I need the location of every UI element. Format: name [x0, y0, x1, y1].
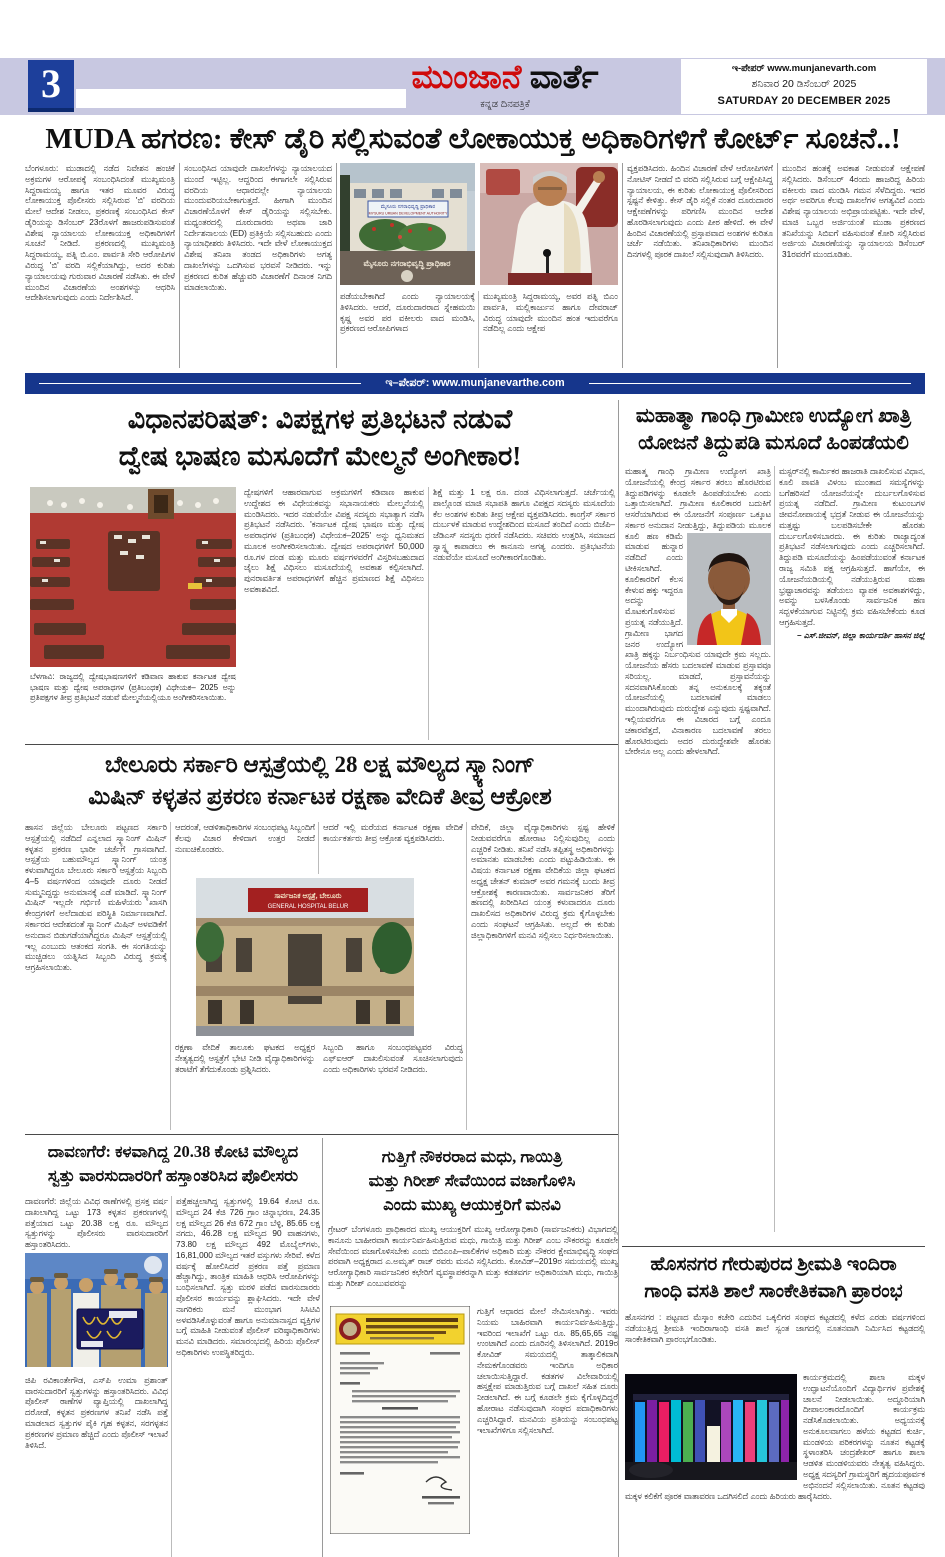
gutti-headline-line2: ಮತ್ತು ಗಿರೀಶ್ ಸೇವೆಯಿಂದ ವಜಾಗೊಳಿಸಿ	[368, 1171, 576, 1190]
hospital-sign-english: GENERAL HOSPITAL BELUR	[267, 904, 349, 910]
davangere-col1	[25, 1196, 168, 1557]
epaper-bar-rule-left	[39, 383, 361, 384]
page-number: 3	[28, 60, 74, 112]
gandhi-col1-text-after: ಮಾಡುವ ಹುನ್ನಾರ ನಡೆದಿದೆ ಎಂದು ಟೀಕಿಸಲಾಗಿದೆ. ಕೂಲಿಕಾರರಿಗೆ ಕೆಲಸ ಕೇಳುವ ಹಕ್ಕು ಇದ್ದರೂ ಅದನ್ನು ಮೊಟಕುಗೊಳಿಸುವ ಪ್ರಯತ್ನ ನಡೆಯುತ್ತಿದೆ. ಗ್ರಾಮೀಣ ಭಾಗದ ಜನರ ಉದ್ಯೋಗ ಖಾತ್ರಿ ಹಕ್ಕನ್ನು ನಿರ್ಬಂಧಿಸುವ ಯಾವುದೇ ಕ್ರಮ ಸಲ್ಲದು. ಯೋಜನೆಯ ಹೆಸರು ಬದಲಾವಣೆ ಮಾಡುವ ಪ್ರಸ್ತಾವವೂ ಸರಿಯಲ್ಲ. ಮಾಡದೆ, ಪ್ರಸ್ತಾವನೆಯನ್ನು ಸದನವಾಗಿಸಿಕೊಂಡು ತನ್ನ ಅನುಕೂಲಕ್ಕೆ ತಕ್ಕಂತೆ ಯೋಜನೆಯಲ್ಲಿ ಬದಲಾವಣೆ ಮಾಡಲು ಮುಂದಾಗಿರುವುದು ದುರುದ್ದೇಶ ಎನ್ನುವುದು ಸ್ಪಷ್ಟವಾಗಿದೆ. ಇಲ್ಲಿಯವರೆಗೂ ಈ ವಿಚಾರದ ಬಗ್ಗೆ ಎಂದೂ ಚಕಾರವೆತ್ತದೆ, ವಿನಾಕಾರಣ ಬದಲಾವಣೆ ತರಲು ಹೊರಟಿರುವುದು ಅದರ ದುರುದ್ದೇಶವೇ ಹೊರತು ಬೇರೇನೂ ಅಲ್ಲ ಎಂದು ಹೇಳಲಾಗಿದೆ.	[625, 541, 771, 757]
hosanagara-headline-line2: ಗಾಂಧಿ ವಸತಿ ಶಾಲೆ ಸಾಂಕೇತಿಕವಾಗಿ ಪ್ರಾರಂಭ	[644, 1281, 903, 1302]
gandhi-col1-text-before: ಮಹಾತ್ಮ ಗಾಂಧಿ ಗ್ರಾಮೀಣ ಉದ್ಯೋಗ ಖಾತ್ರಿ ಯೋಜನೆಯಲ್ಲಿ ಕೇಂದ್ರ ಸರ್ಕಾರ ತರಲು ಹೊರಟಿರುವ ತಿದ್ದುಪಡಿಗಳನ್ನು ಕೂಡಲೇ ಹಿಂಪಡೆಯಬೇಕು ಎಂದು ಒತ್ತಾಯಿಸಲಾಗಿದೆ. ಗ್ರಾಮೀಣ ಕೂಲಿಕಾರರ ಬದುಕಿಗೆ ಆಸರೆಯಾಗಿರುವ ಈ ಯೋಜನೆಗೆ ಸಂಪೂರ್ಣ ಒಕ್ಕೂಟ ಸರ್ಕಾರ ಅನುದಾನ ನೀಡುತ್ತಿದ್ದು, ತಿದ್ದುಪಡಿಯ ಮೂಲಕ ಕೂಲಿ ಹಣ ಕಡಿಮೆ	[625, 466, 771, 541]
muda-underphoto-col1: ಪಡೆಯಬೇಕಾಗಿದೆ ಎಂದು ನ್ಯಾಯಾಲಯಕ್ಕೆ ತಿಳಿಸಿದರು. ಆದರೆ, ದೂರುದಾರರಾದ ಸ್ನೇಹಮಯಿ ಕೃಷ್ಣ ಅವರ ಪರ ವಕೀಲರು ವಾದ ಮಂಡಿಸಿ, ಪ್ರಕರಣದ ಆರೋಪಿಗಳಾದ	[340, 291, 475, 334]
muda-headline: MUDA ಹಗರಣ: ಕೇಸ್ ಡೈರಿ ಸಲ್ಲಿಸುವಂತೆ ಲೋಕಾಯುಕ್ತ ಅಧಿಕಾರಿಗಳಿಗೆ ಕೋರ್ಟ್ ಸೂಚನೆ..!	[45, 123, 901, 155]
gutti-right-col: ಗುತ್ತಿಗೆ ಆಧಾರದ ಮೇಲೆ ನೇಮಿಸಲಾಗಿತ್ತು. ಇವರು ನಿಯಮ ಬಾಹಿರವಾಗಿ ಕಾರ್ಯನಿರ್ವಹಿಸುತ್ತಿದ್ದು, ಇವರಿಂದ ಇಲಾಖೆಗೆ ಒಟ್ಟು ರೂ. 85,65,65 ನಷ್ಟ ಉಂಟಾಗಿದೆ ಎಂದು ದೂರಿನಲ್ಲಿ ತಿಳಿಸಲಾಗಿದೆ. 2019ರ ಕೋವಿಡ್ ಸಮಯದಲ್ಲಿ ತಾತ್ಕಾಲಿಕವಾಗಿ ನೇಮಕಗೊಂಡವರು ಇಂದಿಗೂ ಅಧಿಕಾರ ಚಲಾಯಿಸುತ್ತಿದ್ದಾರೆ. ಕಡತಗಳ ವಿಲೇವಾರಿಯಲ್ಲಿ ಹಸ್ತಕ್ಷೇಪ ಮಾಡುತ್ತಿರುವ ಬಗ್ಗೆ ದಾಖಲೆ ಸಹಿತ ದೂರು ನೀಡಲಾಗಿದೆ. ಈ ಬಗ್ಗೆ ಕೂಡಲೇ ಕ್ರಮ ಕೈಗೊಳ್ಳದಿದ್ದರೆ ಹೋರಾಟ ನಡೆಸುವುದಾಗಿ ಸಂಘದ ಪದಾಧಿಕಾರಿಗಳು ಎಚ್ಚರಿಸಿದ್ದಾರೆ. ಮನವಿಯ ಪ್ರತಿಯನ್ನು ಸಂಬಂಧಪಟ್ಟ ಇಲಾಖೆಗಳಿಗೂ ಸಲ್ಲಿಸಲಾಗಿದೆ.	[477, 1306, 618, 1435]
gutti-letter-scan	[330, 1306, 470, 1534]
epaper-bar	[25, 373, 925, 394]
davangere-headline-line1: ದಾವಣಗೆರೆ: ಕಳವಾಗಿದ್ದ 20.38 ಕೋಟಿ ಮೌಲ್ಯದ	[47, 1142, 299, 1161]
muda-underphoto-col2: ಮುಖ್ಯಮಂತ್ರಿ ಸಿದ್ದರಾಮಯ್ಯ, ಅವರ ಪತ್ನಿ ಬಿಎಂ ಪಾರ್ವತಿ, ಮಲ್ಲಿಕಾರ್ಜುನ ಹಾಗೂ ದೇವರಾಜ್ ವಿರುದ್ಧ ಯಾವುದೇ ಮುಂದಿನ ಹಂತ ಇದುವರೆಗೂ ನಡೆದಿಲ್ಲ ಎಂದು ಆಕ್ಷೇಪ	[483, 291, 618, 334]
davangere-police-photo	[25, 1253, 168, 1367]
belur-col4: ವೇದಿಕೆ, ಜಿಲ್ಲಾ ವೈದ್ಯಾಧಿಕಾರಿಗಳು ಸ್ಪಷ್ಟ ಹೇಳಿಕೆ ನೀಡುವವರೆಗೂ ಹೋರಾಟ ನಿಲ್ಲಿಸುವುದಿಲ್ಲ ಎಂದು ಎಚ್ಚರಿಕೆ ನೀಡಿತು. ತನಿಖೆ ನಡೆಸಿ ತಪ್ಪಿತಸ್ಥ ಅಧಿಕಾರಿಗಳನ್ನು ಅಮಾನತು ಮಾಡಬೇಕು ಎಂದು ಪಟ್ಟುಹಿಡಿಯಿತು. ಈ ವಿಷಯ ಕರ್ನಾಟಕ ರಕ್ಷಣಾ ವೇದಿಕೆಯ ಜಿಲ್ಲಾ ಘಟಕದ ಅಧ್ಯಕ್ಷ ಚೇತನ್ ಕುಮಾರ್ ಅವರ ಗಮನಕ್ಕೆ ಬಂದು ತೀವ್ರ ಆಕ್ರೋಶಕ್ಕೆ ಕಾರಣವಾಯಿತು. ಸಾರ್ವಜನಿಕರ ತೆರಿಗೆ ಹಣದಲ್ಲಿ ಖರೀದಿಸಿದ ಯಂತ್ರ ಕಳುವಾದರೂ ದೂರು ದಾಖಲಿಸದ ಅಧಿಕಾರಿಗಳ ವಿರುದ್ಧ ಕ್ರಮ ಕೈಗೊಳ್ಳಬೇಕು ಎಂದು ಸಂಘಟನೆ ಆಗ್ರಹಿಸಿತು. ಅಲ್ಲದೆ ಈ ಕುರಿತು ಜಿಲ್ಲಾಧಿಕಾರಿಗಳಿಗೆ ಮನವಿ ಸಲ್ಲಿಸಲು ನಿರ್ಧರಿಸಲಾಯಿತು.	[471, 822, 615, 940]
masthead-black-text: ವಾರ್ತೆ	[521, 60, 599, 96]
siddaramaiah-speaking-photo	[480, 163, 618, 285]
epaper-url: ಇ-ಪೇಪರ್ www.munjanevarth.com	[731, 63, 877, 74]
belur-headline-line1: ಬೇಲೂರು ಸರ್ಕಾರಿ ಆಸ್ಪತ್ರೆಯಲ್ಲಿ 28 ಲಕ್ಷ ಮೌಲ್ಯದ ಸ್ಕ್ಯಾನಿಂಗ್	[104, 752, 535, 777]
gutti-intro: ಗ್ರೇಟರ್ ಬೆಂಗಳೂರು ಪ್ರಾಧಿಕಾರದ ಮುಖ್ಯ ಆಯುಕ್ತರಿಗೆ ಮುಖ್ಯ ಆರೋಗ್ಯಾಧಿಕಾರಿ (ಸಾರ್ವಜನಿಕರು) ವಿಭಾಗದಲ್ಲಿ ಕಾನೂನು ಬಾಹೀರವಾಗಿ ಕಾರ್ಯನಿರ್ವಹಿಸುತ್ತಿರುವ ಮಧು, ಗಾಯಿತ್ರಿ ಮತ್ತು ಗಿರೀಶ್ ಎಂಬ ನೌಕರರನ್ನು ಕೂಡಲೇ ಸೇವೆಯಿಂದ ವಜಾಗೊಳಿಸಬೇಕು ಎಂದು ಬಿಬಿಎಂಪಿ–ಪಾಲಿಕೆಗಳ ಅಧಿಕಾರಿ ಮತ್ತು ನೌಕರರ ಕ್ಷೇಮಾಭಿವೃದ್ಧಿ ಸಂಘದ ಪರವಾಗಿ ಅಧ್ಯಕ್ಷರಾದ ಎ.ಅಮೃತ್ ರಾಜ್ ರವರು ಮನವಿ ಸಲ್ಲಿಸಿದರು. ಕೋವಿಡ್–2019ರ ಸಮಯದಲ್ಲಿ ಮುಖ್ಯ ಆರೋಗ್ಯಾಧಿಕಾರಿ ಸಾರ್ವಜನಿಕರ ಕಛೇರಿಗೆ ವ್ಯವಸ್ಥಾಪಕರನ್ನಾಗಿ ಮತ್ತು ಕಡತವರ್ಗ ಅಧಿಕಾರಿಯಾಗಿ ಮಧು, ಗಾಯಿತ್ರಿ ಮತ್ತು ಗಿರೀಶ್ ಎಂಬುವವರನ್ನು	[328, 1224, 618, 1288]
belur-col2-top: ಆದರಂತೆ, ಆಡಳಿತಾಧಿಕಾರಿಗಳ ಸಂಬಂಧಪಟ್ಟ ಸಿಬ್ಬಂದಿಗೆ ಕೆಲವು ವಿಚಾರ ಕೇಳಿದಾಗ ಉತ್ತರ ನೀಡದೆ ನುಣುಚಿಕೊಂಡರು.	[175, 822, 315, 854]
assembly-photo-caption: ಬೆಳಗಾವಿ: ರಾಜ್ಯದಲ್ಲಿ ದ್ವೇಷಭಾಷಣಗಳಿಗೆ ಕಡಿವಾಣ ಹಾಕುವ ಕರ್ನಾಟಕ ದ್ವೇಷ ಭಾಷಣ ಮತ್ತು ದ್ವೇಷ ಅಪರಾಧಗಳ (ಪ್ರತಿಬಂಧಕ) ವಿಧೇಯಕ– 2025 ಅನ್ನು ಪ್ರತಿಪಕ್ಷಗಳ ತೀವ್ರ ಪ್ರತಿಭಟನೆ ನಡುವೆ ಮೇಲ್ಮನೆಯಲ್ಲಿಯೂ ಅಂಗೀಕರಿಸಲಾಯಿತು.	[30, 672, 236, 703]
parishat-headline-line2: ದ್ವೇಷ ಭಾಷಣ ಮಸೂದೆಗೆ ಮೇಲ್ಮನೆ ಅಂಗೀಕಾರ!	[118, 441, 522, 471]
gandhi-col1	[625, 466, 771, 1232]
gutti-headline-line3: ಎಂದು ಮುಖ್ಯ ಆಯುಕ್ತರಿಗೆ ಮನವಿ	[383, 1195, 561, 1214]
gandhi-byline: – ಎಸ್.ಜೀವನ್, ಜಿಲ್ಲಾ ಕಾರ್ಯದರ್ಶಿ ಹಾಸನ ಜಿಲ್ಲೆ	[797, 630, 925, 640]
assembly-hall-photo	[30, 487, 236, 667]
davangere-col1-text-before: ದಾವಣಗೆರೆ: ಜಿಲ್ಲೆಯ ವಿವಿಧ ಠಾಣೆಗಳಲ್ಲಿ ಪ್ರಸಕ್ತ ವರ್ಷ ದಾಖಲಾಗಿದ್ದ ಒಟ್ಟು 173 ಕಳ್ಳತನ ಪ್ರಕರಣಗಳಲ್ಲಿ ಪತ್ತೆಯಾದ ಒಟ್ಟು 20.38 ಲಕ್ಷ ರೂ. ಮೌಲ್ಯದ ಸ್ವತ್ತುಗಳನ್ನು ಪೊಲೀಸರು ವಾರಸುದಾರರಿಗೆ ಹಸ್ತಾಂತರಿಸಿದರು.	[25, 1196, 168, 1250]
gandhi-col2-text: ಮಸ್ಟರ್‌ನಲ್ಲಿ ಕಾರ್ಮಿಕರ ಹಾಜರಾತಿ ದಾಖಲಿಸುವ ವಿಧಾನ, ಕೂಲಿ ಪಾವತಿ ವಿಳಂಬ ಮುಂತಾದ ಸಮಸ್ಯೆಗಳನ್ನು ಬಗೆಹರಿಸದೆ ಯೋಜನೆಯನ್ನೇ ದುರ್ಬಲಗೊಳಿಸುವ ಪ್ರಯತ್ನ ನಡೆದಿದೆ. ಗ್ರಾಮೀಣ ಕುಟುಂಬಗಳ ಜೀವನೋಪಾಯಕ್ಕೆ ಭದ್ರತೆ ನೀಡುವ ಈ ಯೋಜನೆಯನ್ನು ಮತ್ತಷ್ಟು ಬಲಪಡಿಸಬೇಕೇ ಹೊರತು ದುರ್ಬಲಗೊಳಿಸಬಾರದು. ಈ ಕುರಿತು ರಾಜ್ಯಾದ್ಯಂತ ಪ್ರತಿಭಟನೆ ನಡೆಸಲಾಗುವುದು ಎಂದು ಎಚ್ಚರಿಸಲಾಗಿದೆ. ತಿದ್ದುಪಡಿ ಮಸೂದೆಯನ್ನು ಹಿಂಪಡೆಯುವಂತೆ ಕರ್ನಾಟಕ ರಾಜ್ಯ ಸಮಿತಿ ಪಕ್ಷ ಆಗ್ರಹಿಸುತ್ತದೆ. ಹಾಗೆಯೇ, ಈ ಯೋಜನೆಯಡಿಯಲ್ಲಿ ನಡೆಯುತ್ತಿರುವ ಮಹಾ ಭ್ರಷ್ಟಾಚಾರವನ್ನು ತಡೆಯಲು ವ್ಯಾಪಕ ಅವಕಾಶಗಳಿದ್ದು, ಅವನ್ನು ಬಳಸಿಕೊಂಡು ಸಾರ್ವಜನಿಕ ಹಣ ಸದ್ಬಳಕೆಯಾಗುವ ನಿಟ್ಟಿನಲ್ಲಿ ಕ್ರಮ ವಹಿಸಬೇಕೆಂದು ಕೂಡ ಆಗ್ರಹಿಸುತ್ತದೆ.	[779, 466, 925, 627]
hosanagara-para2: ಕಾರ್ಯಕ್ರಮದಲ್ಲಿ ಶಾಲಾ ಮಕ್ಕಳ ಉದ್ಘಾಟನೆಯೊಂದಿಗೆ ವಿದ್ಯಾರ್ಥಿಗಳ ಪ್ರವೇಶಕ್ಕೆ ಚಾಲನೆ ನೀಡಲಾಯಿತು. ಅದ್ದೂರಿಯಾಗಿ ದೀಪಾಲಂಕಾರದೊಂದಿಗೆ ಕಾರ್ಯಕ್ರಮ ನಡೆಸಿಕೊಡಲಾಯಿತು. ಅಧ್ಯಯನಕ್ಕೆ ಅನುಕೂಲವಾಗಲು ಹಳೆಯ ಕಟ್ಟಡದ ಕುರ್ಚಿ, ಮಂಡಳಿಯ ಪರಿಕರಗಳನ್ನು ನೂತನ ಕಟ್ಟಡಕ್ಕೆ ಸ್ಥಳಾಂತರಿಸಿ ಚಂದ್ರಶೇಖರ್ ಹಾಗೂ ಶಾಲಾ ಆಡಳಿತ ಮಂಡಳಿಯವರು ನೇತೃತ್ವ ವಹಿಸಿದ್ದರು. ಅಧ್ಯಕ್ಷ ಸದಸ್ಯರಿಗೆ ಗ್ರಾಮಸ್ಥರಿಗೆ ಹೃದಯಪೂರ್ವಕ ಅಭಿನಂದನೆ ಸಲ್ಲಿಸಲಾಯಿತು. ನೂತನ ಕಟ್ಟಡವು ಮಕ್ಕಳ ಕಲಿಕೆಗೆ ಪೂರಕ ವಾತಾವರಣ ಒದಗಿಸಲಿದೆ ಎಂದು ಹಿರಿಯರು ಹಾರೈಸಿದರು.	[625, 1372, 925, 1501]
gandhi-headline-line1: ಮಹಾತ್ಮಾ ಗಾಂಧಿ ಗ್ರಾಮೀಣ ಉದ್ಯೋಗ ಖಾತ್ರಿ	[635, 405, 912, 427]
davangere-col2: ಪತ್ತೆಹಚ್ಚಲಾಗಿದ್ದ ಸ್ವತ್ತುಗಳಲ್ಲಿ 19.64 ಕೋಟಿ ರೂ. ಮೌಲ್ಯದ 24 ಕೆಜಿ 726 ಗ್ರಾಂ ಚಿನ್ನಾಭರಣ, 24.35 ಲಕ್ಷ ಮೌಲ್ಯದ 26 ಕೆಜಿ 672 ಗ್ರಾಂ ಬೆಳ್ಳಿ, 85.65 ಲಕ್ಷ ನಗದು, 46.28 ಲಕ್ಷ ಮೌಲ್ಯದ 90 ವಾಹನಗಳು, 73.80 ಲಕ್ಷ ಮೌಲ್ಯದ 492 ಮೊಬೈಲ್‌ಗಳು, 16,81,000 ಮೌಲ್ಯದ ಇತರೆ ವಸ್ತುಗಳು ಸೇರಿವೆ. ಕಳೆದ ವರ್ಷಕ್ಕೆ ಹೋಲಿಸಿದರೆ ಪ್ರಕರಣ ಪತ್ತೆ ಪ್ರಮಾಣ ಹೆಚ್ಚಾಗಿದ್ದು, ತಾಂತ್ರಿಕ ಮಾಹಿತಿ ಆಧರಿಸಿ ಆರೋಪಿಗಳನ್ನು ಬಂಧಿಸಲಾಗಿದೆ. ಸ್ವತ್ತು ಮರಳಿ ಪಡೆದ ವಾರಸುದಾರರು ಪೊಲೀಸರ ಕಾರ್ಯವನ್ನು ಶ್ಲಾಘಿಸಿದರು. ಇದೇ ವೇಳೆ ನಾಗರಿಕರು ಮನೆ ಮುಂಭಾಗ ಸಿಸಿಟಿವಿ ಅಳವಡಿಸಿಕೊಳ್ಳುವಂತೆ ಹಾಗೂ ಅನುಮಾನಾಸ್ಪದ ವ್ಯಕ್ತಿಗಳ ಬಗ್ಗೆ ಮಾಹಿತಿ ನೀಡುವಂತೆ ಪೊಲೀಸ್ ವರಿಷ್ಠಾಧಿಕಾರಿಗಳು ಮನವಿ ಮಾಡಿದರು. ಸಮಾರಂಭದಲ್ಲಿ ಹಿರಿಯ ಪೊಲೀಸ್ ಅಧಿಕಾರಿಗಳು ಉಪಸ್ಥಿತರಿದ್ದರು.	[176, 1196, 320, 1357]
parishat-col2: ಶಿಕ್ಷೆ ಮತ್ತು 1 ಲಕ್ಷ ರೂ. ದಂಡ ವಿಧಿಸಲಾಗುತ್ತದೆ. ಚರ್ಚೆಯಲ್ಲಿ ಪಾಲ್ಗೊಂಡ ಮಾಜಿ ಸಭಾಪತಿ ಹಾಗೂ ವಿಪಕ್ಷದ ಸದಸ್ಯರು ಮಸೂದೆಯ ಕೆಲ ಅಂಶಗಳ ಕುರಿತು ತೀವ್ರ ಆಕ್ಷೇಪ ವ್ಯಕ್ತಪಡಿಸಿದರು. ಕಾಂಗ್ರೆಸ್ ಸರ್ಕಾರ ದುರ್ಬಳಕೆ ಮಾಡುವ ಉದ್ದೇಶದಿಂದ ಮಸೂದೆ ತಂದಿದೆ ಎಂದು ಬಿಜೆಪಿ–ಜೆಡಿಎಸ್ ಸದಸ್ಯರು ಧರಣಿ ನಡೆಸಿದರು. ಸಚಿವರು ಉತ್ತರಿಸಿ, ಸಮಾಜದ ಸ್ವಾಸ್ಥ್ಯ ಕಾಪಾಡಲು ಈ ಕಾನೂನು ಅಗತ್ಯ ಎಂದರು. ಪ್ರತಿಭಟನೆಯ ನಡುವೆಯೇ ಮಸೂದೆ ಅಂಗೀಕಾರಗೊಂಡಿತು.	[433, 487, 615, 562]
masthead	[330, 60, 680, 96]
hosanagara-headline-line1: ಹೊಸನಗರ ಗೇರುಪುರದ ಶ್ರೀಮತಿ ಇಂದಿರಾ	[650, 1254, 897, 1275]
belur-col3-top: ಆದರೆ ಇಲ್ಲಿ ಮರೆಯದ ಕರ್ನಾಟಕ ರಕ್ಷಣಾ ವೇದಿಕೆ ಕಾರ್ಯಕರ್ತರು ತೀವ್ರ ಆಕ್ರೋಶ ವ್ಯಕ್ತಪಡಿಸಿದರು.	[323, 822, 463, 843]
masthead-subtitle: ಕನ್ನಡ ದಿನಪತ್ರಿಕೆ	[480, 99, 530, 110]
muda-col2: ಸಂಬಂಧಿಸಿದ ಯಾವುದೇ ದಾಖಲೆಗಳನ್ನು ನ್ಯಾಯಾಲಯದ ಮುಂದೆ ಇಟ್ಟಿಲ್ಲ. ಆದ್ದರಿಂದ ಈಗಾಗಲೇ ಸಲ್ಲಿಸಿರುವ ವರದಿಯ ಆಧಾರದಲ್ಲೇ ನ್ಯಾಯಾಲಯ ಮುಂದುವರಿಯಬೇಕಾಗುತ್ತದೆ. ಹೀಗಾಗಿ ಮುಂದಿನ ವಿಚಾರಣೆಯೊಳಗೆ ಕೇಸ್ ಡೈರಿಯನ್ನು ಸಲ್ಲಿಸಬೇಕು. ಮಧ್ಯಂತರದಲ್ಲಿ ದೂರುದಾರರು ಅಥವಾ ಜಾರಿ ನಿರ್ದೇಶನಾಲಯ (ED) ಪ್ರತಿಕ್ರಿಯೆ ಸಲ್ಲಿಸಬಹುದು ಎಂದು ನ್ಯಾಯಾಧೀಶರು ತಿಳಿಸಿದರು. ಇದೇ ವೇಳೆ ಲೋಕಾಯುಕ್ತದ ವಿಶೇಷ ತನಿಖಾ ತಂಡದ ಅಧಿಕಾರಿಗಳು ಅಗತ್ಯ ದಾಖಲೆಗಳನ್ನು ಒದಗಿಸುವ ಭರವಸೆ ನೀಡಿದರು. ಇನ್ನು ಪ್ರಕರಣದ ಕುರಿತ ಹೆಚ್ಚುವರಿ ವಿಚಾರಣೆಗೆ ದಿನಾಂಕ ನಿಗದಿ ಮಾಡಲಾಯಿತು.	[184, 163, 332, 292]
muda-col1: ಬೆಂಗಳೂರು: ಮುಡಾದಲ್ಲಿ ನಡೆದ ನಿವೇಶನ ಹಂಚಿಕೆ ಅಕ್ರಮಗಳ ಆರೋಪಕ್ಕೆ ಸಂಬಂಧಿಸಿದಂತೆ ಮುಖ್ಯಮಂತ್ರಿ ಸಿದ್ದರಾಮಯ್ಯ ಹಾಗೂ ಇತರ ಮೂವರ ವಿರುದ್ಧ ಲೋಕಾಯುಕ್ತ ಪೊಲೀಸರು ಸಲ್ಲಿಸಿರುವ 'ಬಿ' ವರದಿಯ ಮೇಲೆ ಆದೇಶ ನೀಡಲು, ಪ್ರಕರಣಕ್ಕೆ ಸಂಬಂಧಿಸಿದ ಕೇಸ್ ಡೈರಿಯನ್ನು ಡಿಸೆಂಬರ್ 23ರೊಳಗೆ ಹಾಜರುಪಡಿಸುವಂತೆ ವಿಶೇಷ ನ್ಯಾಯಾಲಯ ಲೋಕಾಯುಕ್ತ ಅಧಿಕಾರಿಗಳಿಗೆ ಸೂಚನೆ ನೀಡಿದೆ. ಪ್ರಕರಣದಲ್ಲಿ ಮುಖ್ಯಮಂತ್ರಿ ಸಿದ್ದರಾಮಯ್ಯ, ಪತ್ನಿ ಬಿ.ಎಂ. ಪಾರ್ವತಿ ಸೇರಿ ಆರೋಪಿಗಳ ವಿರುದ್ಧ 'ಬಿ' ವರದಿ ಸಲ್ಲಿಕೆಯಾಗಿದ್ದು, ಅದರ ಕುರಿತು ನ್ಯಾಯಾಲಯವು ಗುರುವಾರ ವಿಚಾರಣೆ ನಡೆಸಿತು. ಈ ವೇಳೆ ಮುಂದಿನ ವಿಚಾರಣೆಯ ಅಂಶಗಳನ್ನು ಆಧರಿಸಿ ಆದೇಶಿಸಲಾಗುವುದು ಎಂದು ನಿರ್ದೇಶಿಸಿದೆ.	[25, 163, 175, 303]
belur-col1: ಹಾಸನ ಜಿಲ್ಲೆಯ ಬೇಲೂರು ಪಟ್ಟಣದ ಸರ್ಕಾರಿ ಆಸ್ಪತ್ರೆಯಲ್ಲಿ ನಡೆದಿದೆ ಎನ್ನಲಾದ ಸ್ಕ್ಯಾನಿಂಗ್ ಮಿಷಿನ್ ಕಳ್ಳತನ ಪ್ರಕರಣ ಭಾರೀ ಚರ್ಚೆಗೆ ಗ್ರಾಸವಾಗಿದೆ. ಆಸ್ಪತ್ರೆಯ ಬಹುಮೌಲ್ಯದ ಸ್ಕ್ಯಾನಿಂಗ್ ಯಂತ್ರ ಕಳುವಾಗಿದ್ದರೂ ಬೇಲೂರು ಸರ್ಕಾರಿ ಆಸ್ಪತ್ರೆಯ ಸಿಬ್ಬಂದಿ 4–5 ವರ್ಷಗಳಿಂದ ಯಾವುದೇ ದೂರು ನೀಡದೆ ಸುಮ್ಮನಿದ್ದದ್ದು ಅನುಮಾನಕ್ಕೆ ಎಡೆ ಮಾಡಿದೆ. ಸ್ಕ್ಯಾನಿಂಗ್ ಮಿಷಿನ್ ಇಲ್ಲದೇ ಗರ್ಭಿಣಿ ಮಹಿಳೆಯರು ಖಾಸಗಿ ಕೇಂದ್ರಗಳಿಗೆ ಅಲೆದಾಡುವ ಪರಿಸ್ಥಿತಿ ನಿರ್ಮಾಣವಾಗಿದೆ. ಸರ್ಕಾರದ ಆದೇಶದಂತೆ ಸ್ಕ್ಯಾನಿಂಗ್ ಮಿಷಿನ್ ಅಳವಡಿಕೆಗೆ ಅನುದಾನ ಬಿಡುಗಡೆಯಾಗಿದ್ದರೂ ಮಿಷಿನ್ ಆಸ್ಪತ್ರೆಯಲ್ಲಿ ಇಲ್ಲ ಎಂಬುದು ಆತಂಕದ ಸಂಗತಿ. ಈ ಸಂಗತಿಯನ್ನು ಮುಚ್ಚಿಡಲು ಯತ್ನಿಸಿದ ಸಿಬ್ಬಂದಿ ವಿರುದ್ಧ ಕ್ರಮಕ್ಕೆ ಆಗ್ರಹಿಸಲಾಯಿತು.	[25, 822, 167, 973]
parishat-col1: ದ್ವೇಷಗಳಿಗೆ ಆಹಾರವಾಗುವ ಅಕ್ರಮಗಳಿಗೆ ಕಡಿವಾಣ ಹಾಕುವ ಉದ್ದೇಶದ ಈ ವಿಧೇಯಕವನ್ನು ಸಭಾನಾಯಕರು ಮೇಲ್ಮನೆಯಲ್ಲಿ ಮಂಡಿಸಿದರು. ಇದರ ನಡುವೆಯೇ ವಿಪಕ್ಷ ಸದಸ್ಯರು ಸಭಾತ್ಯಾಗ ನಡೆಸಿ ಪ್ರತಿಭಟನೆ ನಡೆಸಿದರು. 'ಕರ್ನಾಟಕ ದ್ವೇಷ ಭಾಷಣ ಮತ್ತು ದ್ವೇಷ ಅಪರಾಧಗಳ (ಪ್ರತಿಬಂಧಕ) ವಿಧೇಯಕ–2025' ಅನ್ನು ಧ್ವನಿಮತದ ಮೂಲಕ ಅಂಗೀಕರಿಸಲಾಯಿತು. ದ್ವೇಷದ ಅಪರಾಧಗಳಿಗೆ 50,000 ರೂ.ಗಳ ದಂಡ ಮತ್ತು ಮೂರು ವರ್ಷಗಳವರೆಗೆ ವಿಸ್ತರಿಸಬಹುದಾದ ಜೈಲು ಶಿಕ್ಷೆ ವಿಧಿಸಲು ಮಸೂದೆಯಲ್ಲಿ ಅವಕಾಶ ಕಲ್ಪಿಸಲಾಗಿದೆ. ಪುನರಾವರ್ತಿತ ಅಪರಾಧಗಳಿಗೆ ಹೆಚ್ಚಿನ ಪ್ರಮಾಣದ ಶಿಕ್ಷೆ ವಿಧಿಸಲು ಅವಕಾಶವಿದೆ.	[244, 487, 424, 595]
muda-col5: ವ್ಯಕ್ತಪಡಿಸಿದರು. ಹಿಂದಿನ ವಿಚಾರಣೆ ವೇಳೆ ಆರೋಪಿಗಳಿಗೆ ನೋಟಿಸ್ ನೀಡದೆ ಬಿ ವರದಿ ಸಲ್ಲಿಸಿರುವ ಬಗ್ಗೆ ಆಕ್ಷೇಪಿಸಿದ್ದ ನ್ಯಾಯಾಲಯ, ಈ ಕುರಿತು ಲೋಕಾಯುಕ್ತ ಪೊಲೀಸರಿಂದ ಸ್ಪಷ್ಟನೆ ಕೇಳಿತ್ತು. ಕೇಸ್ ಡೈರಿ ಸಲ್ಲಿಕೆ ನಂತರ ದೂರುದಾರರ ಆಕ್ಷೇಪಣೆಗಳನ್ನು ಪರಿಗಣಿಸಿ ಮುಂದಿನ ಆದೇಶ ಹೊರಡಿಸಲಾಗುವುದು ಎಂದು ಪೀಠ ಹೇಳಿದೆ. ಈ ವೇಳೆ ಹಿಂದಿನ ವಿಚಾರಣೆಯಲ್ಲಿ ಪ್ರಸ್ತಾಪವಾದ ಅಂಶಗಳ ಕುರಿತೂ ಚರ್ಚೆ ನಡೆಯಿತು. ತನಿಖಾಧಿಕಾರಿಗಳು ಮುಂದಿನ ದಿನಗಳಲ್ಲಿ ಪೂರಕ ದಾಖಲೆ ಸಲ್ಲಿಸುವುದಾಗಿ ತಿಳಿಸಿದರು.	[627, 163, 773, 260]
gandhi-headline-line2: ಯೋಜನೆ ತಿದ್ದುಪಡಿ ಮಸೂದೆ ಹಿಂಪಡೆಯಲಿ	[638, 432, 909, 454]
date-english: SATURDAY 20 DECEMBER 2025	[717, 95, 891, 107]
davangere-headline-line2: ಸ್ವತ್ತು ವಾರಸುದಾರರಿಗೆ ಹಸ್ತಾಂತರಿಸಿದ ಪೊಲೀಸರು	[47, 1166, 299, 1185]
epaper-bar-text: ಇ–ಪೇಪರ್: www.munjanevarthe.com	[385, 377, 565, 389]
date-kannada: ಶನಿವಾರ 20 ಡಿಸೆಂಬರ್ 2025	[751, 78, 857, 90]
parishat-headline-line1: ವಿಧಾನಪರಿಷತ್: ವಿಪಕ್ಷಗಳ ಪ್ರತಿಭಟನೆ ನಡುವೆ	[127, 404, 513, 434]
hosanagara-school-night-photo	[625, 1374, 797, 1480]
belur-col2-bottom: ರಕ್ಷಣಾ ವೇದಿಕೆ ತಾಲೂಕು ಘಟಕದ ಅಧ್ಯಕ್ಷರ ನೇತೃತ್ವದಲ್ಲಿ ಆಸ್ಪತ್ರೆಗೆ ಭೇಟಿ ನೀಡಿ ವೈದ್ಯಾಧಿಕಾರಿಗಳನ್ನು ತರಾಟೆಗೆ ತೆಗೆದುಕೊಂಡು ಪ್ರಶ್ನಿಸಿದರು.	[175, 1042, 315, 1074]
muda-col6: ಮುಂದಿನ ಹಂತಕ್ಕೆ ಅವಕಾಶ ನೀಡುವಂತೆ ಆಕ್ಷೇಪಣೆ ಸಲ್ಲಿಸಿದರು. ಡಿಸೆಂಬರ್ 4ರಂದು ಹಾಜರಿದ್ದ ಹಿರಿಯ ವಕೀಲರು ವಾದ ಮಂಡಿಸಿ ಗಮನ ಸೆಳೆದಿದ್ದರು. ಇದರ ಅರ್ಥ ಅವರಿಗೂ ಕೆಲವು ದಾಖಲೆಗಳ ಅಗತ್ಯವಿದೆ ಎಂದು ವಿಶೇಷ ನ್ಯಾಯಾಲಯ ಅಭಿಪ್ರಾಯಪಟ್ಟಿತು. ಇದೇ ವೇಳೆ, ಮಾಜಿ ಒಬ್ಬರ ಅರ್ಜಿಯಂತೆ ಮುಡಾ ಪ್ರಕರಣದ ತನಿಖೆಯನ್ನು ಸಿಬಿಐಗೆ ವಹಿಸುವಂತೆ ಕೋರಿ ಸಲ್ಲಿಸಿರುವ ಅರ್ಜಿಯ ವಿಚಾರಣೆಯನ್ನು ನ್ಯಾಯಾಲಯ ಡಿಸೆಂಬರ್ 31ರವರೆಗೆ ಮುಂದೂಡಿತು.	[782, 163, 925, 260]
header-info-box	[681, 59, 927, 114]
davangere-col1-text-after: ಜಿಪಿ ರವಿಕಾಂತೇಗೌಡ, ಎಸ್‌ಪಿ ಉಮಾ ಪ್ರಶಾಂತ್ ವಾರಸುದಾರರಿಗೆ ಸ್ವತ್ತುಗಳನ್ನು ಹಸ್ತಾಂತರಿಸಿದರು. ವಿವಿಧ ಪೊಲೀಸ್ ಠಾಣೆಗಳ ವ್ಯಾಪ್ತಿಯಲ್ಲಿ ದಾಖಲಾಗಿದ್ದ ದರೋಡೆ, ಕಳ್ಳತನ ಪ್ರಕರಣಗಳ ತನಿಖೆ ನಡೆಸಿ ಪತ್ತೆ ಮಾಡಲಾದ ಸ್ವತ್ತುಗಳ ಪೈಕಿ ಗೃಹ ಕಳ್ಳತನ, ಸರಗಳ್ಳತನ ಪ್ರಕರಣಗಳ ಪ್ರಮಾಣ ಹೆಚ್ಚಿದೆ ಎಂದು ಪೊಲೀಸ್ ಇಲಾಖೆ ತಿಳಿಸಿದೆ.	[25, 1374, 168, 1450]
belur-col3-bottom: ಸಿಬ್ಬಂದಿ ಹಾಗೂ ಸಂಬಂಧಪಟ್ಟವರ ವಿರುದ್ಧ ಎಫ್‌ಐಆರ್ ದಾಖಲಿಸುವಂತೆ ಸೂಚಿಸಲಾಗುವುದು ಎಂದು ಅಧಿಕಾರಿಗಳು ಭರವಸೆ ನೀಡಿದರು.	[323, 1042, 463, 1074]
epaper-bar-rule-right	[589, 383, 911, 384]
muda-sign-english: MYSURU URBAN DEVELOPMENT AUTHORITY	[368, 211, 448, 216]
hosanagara-para1: ಹೊಸನಗರ : ಪಟ್ಟಣದ ಮೆಸ್ಕಾಂ ಕಚೇರಿ ಎದುರಿನ ಒಕ್ಕಲಿಗರ ಸಂಘದ ಕಟ್ಟಡದಲ್ಲಿ ಕಳೆದ ಎರಡು ವರ್ಷಗಳಿಂದ ನಡೆಯುತ್ತಿದ್ದ ಶ್ರೀಮತಿ ಇಂದಿರಾಗಾಂಧಿ ವಸತಿ ಶಾಲೆ ಸ್ವಂತ ಜಾಗದಲ್ಲಿ ನೂತನವಾಗಿ ನಿರ್ಮಿಸಿದ ಕಟ್ಟಡದಲ್ಲಿ ಸಾಂಕೇತಿಕವಾಗಿ ಪ್ರಾರಂಭಗೊಂಡಿತು.	[625, 1312, 925, 1344]
belur-hospital-photo	[196, 878, 414, 1036]
gutti-headline-line1: ಗುತ್ತಿಗೆ ನೌಕರರಾದ ಮಧು, ಗಾಯಿತ್ರಿ	[381, 1147, 563, 1166]
muda-sign-kannada: ಮೈಸೂರು ನಗರಾಭಿವೃದ್ಧಿ ಪ್ರಾಧಿಕಾರ	[380, 204, 436, 210]
belur-headline-line2: ಮಿಷಿನ್ ಕಳ್ಳತನ ಪ್ರಕರಣ ಕರ್ನಾಟಕ ರಕ್ಷಣಾ ವೇದಿಕೆ ತೀವ್ರ ಆಕ್ರೋಶ	[88, 784, 552, 809]
hosanagara-body-wrap	[625, 1372, 925, 1557]
masthead-red-text: ಮುಂಜಾನೆ	[411, 60, 522, 96]
gandhi-col2	[779, 466, 925, 1232]
muda-facade-text: ಮೈಸೂರು ನಗರಾಭಿವೃದ್ಧಿ ಪ್ರಾಧಿಕಾರ	[363, 259, 451, 268]
hospital-sign-kannada: ಸಾರ್ವಜನಿಕ ಆಸ್ಪತ್ರೆ, ಬೇಲೂರು	[274, 893, 342, 900]
muda-building-photo	[340, 163, 475, 285]
gandhi-spokesperson-photo	[687, 533, 771, 645]
